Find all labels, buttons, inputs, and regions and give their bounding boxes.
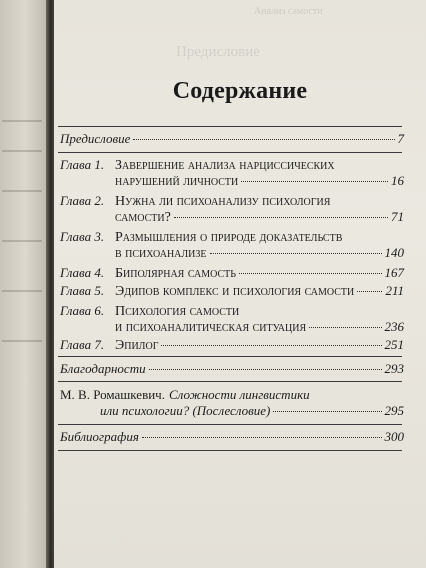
chapter-title-line: Биполярная самость xyxy=(115,266,236,281)
toc-entry-label: Предисловие xyxy=(60,131,131,146)
page-number: 295 xyxy=(384,403,404,418)
toc-entry-acknowledgements xyxy=(60,360,404,378)
left-page-text-fragment xyxy=(2,290,42,292)
left-page-text-fragment xyxy=(2,240,42,242)
page-number: 293 xyxy=(384,361,404,376)
divider xyxy=(58,381,402,382)
page-number: 7 xyxy=(397,131,404,146)
toc-entry-chapter-1-cont xyxy=(60,172,404,190)
leader-dots xyxy=(142,437,382,438)
chapter-number: Глава 6. xyxy=(60,303,105,318)
toc-entry-label: Благодарности xyxy=(60,361,146,376)
toc-entry-chapter-3-cont xyxy=(60,244,404,262)
page-number: 167 xyxy=(384,265,404,280)
page-number: 71 xyxy=(391,209,404,224)
leader-dots xyxy=(357,291,382,292)
divider xyxy=(58,126,402,127)
chapter-number: Глава 2. xyxy=(60,193,105,208)
toc-entry-chapter-7 xyxy=(60,336,404,354)
chapter-title-line: Нужна ли психоанализу психология xyxy=(115,194,331,209)
afterword-author: М. В. Ромашкевич. xyxy=(60,387,165,402)
afterword-title-line: или психологии? (Послесловие) xyxy=(100,403,271,418)
divider xyxy=(58,152,402,153)
chapter-title-line: Размышления о природе доказательств xyxy=(115,230,343,245)
toc-entry-preface xyxy=(60,130,404,148)
page-number: 211 xyxy=(385,283,404,298)
chapter-title-line: Психология самости xyxy=(115,304,240,319)
page-number: 16 xyxy=(391,173,404,188)
chapter-title-line: самости? xyxy=(115,210,171,225)
leader-dots xyxy=(174,217,388,218)
chapter-title-line: и психоаналитическая ситуация xyxy=(115,320,307,335)
page-number: 300 xyxy=(384,429,404,444)
toc-entry-bibliography xyxy=(60,428,404,446)
chapter-number: Глава 1. xyxy=(60,157,105,172)
book-page xyxy=(54,0,426,568)
leader-dots xyxy=(149,369,382,370)
chapter-number: Глава 7. xyxy=(60,337,105,352)
left-page-text-fragment xyxy=(2,120,42,122)
toc-entry-chapter-6-cont xyxy=(60,318,404,336)
show-through-heading: Предисловие xyxy=(176,44,260,60)
toc-entry-chapter-4 xyxy=(60,264,404,282)
leader-dots xyxy=(239,273,382,274)
toc-entry-label: Библиография xyxy=(60,429,139,444)
chapter-title-line: в психоанализе xyxy=(115,246,207,261)
chapter-number: Глава 4. xyxy=(60,265,105,280)
left-page-text-fragment xyxy=(2,150,42,152)
page-number: 140 xyxy=(384,245,404,260)
leader-dots xyxy=(309,327,381,328)
chapter-title-line: нарушений личности xyxy=(115,174,239,189)
page-title: Содержание xyxy=(172,78,308,104)
toc-entry-afterword-cont xyxy=(60,402,404,420)
chapter-number: Глава 5. xyxy=(60,283,105,298)
chapter-title-line: Завершение анализа нарциссических xyxy=(115,158,335,173)
chapter-title-line: Эдипов комплекс и психология самости xyxy=(115,284,355,299)
left-page-text-fragment xyxy=(2,340,42,342)
leader-dots xyxy=(133,139,394,140)
leader-dots xyxy=(161,345,381,346)
afterword-title-line: Сложности лингвистики xyxy=(168,387,310,402)
page-number: 236 xyxy=(384,319,404,334)
chapter-title-line: Эпилог xyxy=(115,338,159,353)
left-page-text-fragment xyxy=(2,190,42,192)
page-number: 251 xyxy=(384,337,404,352)
show-through-running-head: Анализ самости xyxy=(254,6,323,17)
leader-dots xyxy=(273,411,381,412)
divider xyxy=(58,450,402,451)
divider xyxy=(58,356,402,357)
leader-dots xyxy=(241,181,388,182)
book-gutter xyxy=(46,0,54,568)
chapter-number: Глава 3. xyxy=(60,229,105,244)
leader-dots xyxy=(210,253,382,254)
divider xyxy=(58,424,402,425)
toc-entry-chapter-5 xyxy=(60,282,404,300)
left-page-edge xyxy=(0,0,46,568)
toc-entry-chapter-2-cont xyxy=(60,208,404,226)
